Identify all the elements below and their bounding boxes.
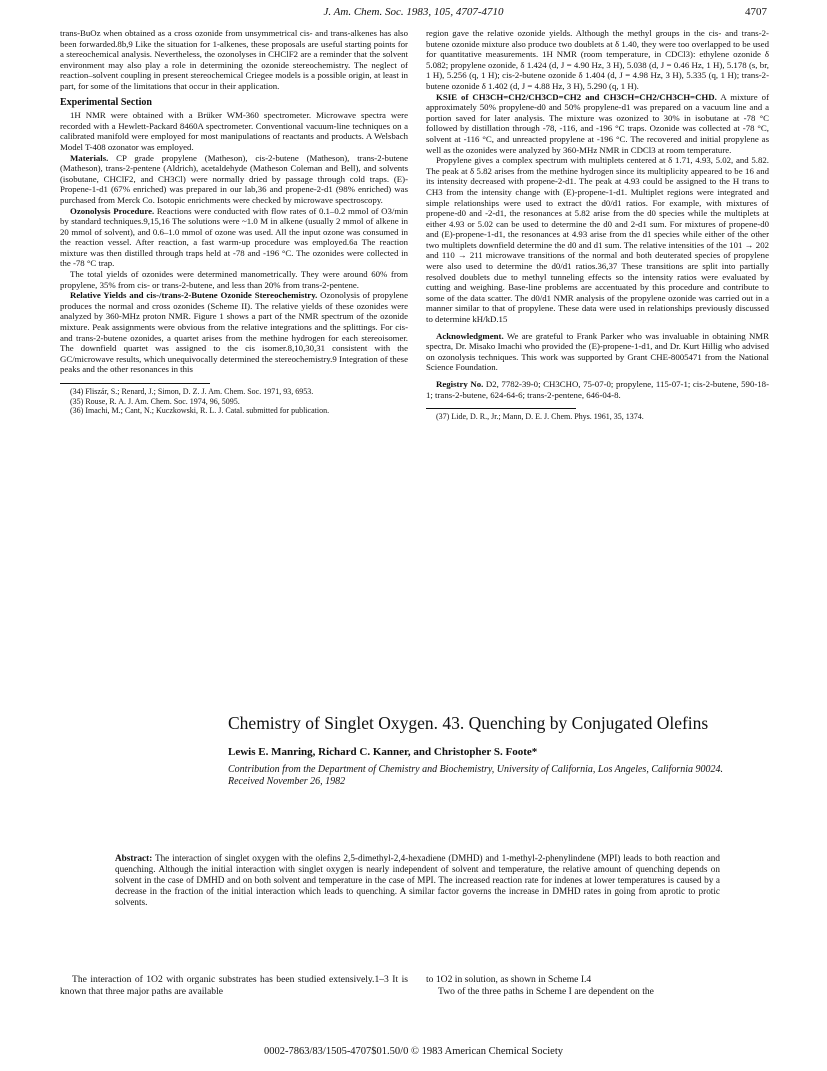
running-head <box>0 6 827 22</box>
paragraph: trans-BuOz when obtained as a cross ozonide from unsymmetrical cis- and trans-alkenes has also been forwarded.8b,9 Like the situation for 1-alkenes, these proposals are useful starting points for a stereochemical analysis. Nevertheless, the ozonolyses in CHClF2 are a reminder that the solvent environment may also play a role in determining the ozonide stereochemistry. The neglect of reaction–solvent coupling in present stereochemical Criegee models is a possible origin, at least in part, for some of the limitations that occur in their application. <box>60 28 408 91</box>
footnote: (37) Lide, D. R., Jr.; Mann, D. E. J. Chem. Phys. 1961, 35, 1374. <box>436 412 644 422</box>
run-in-heading: Registry No. <box>436 379 484 389</box>
page-number: 4707 <box>745 6 767 18</box>
paragraph-text: CP grade propylene (Matheson), cis-2-butene (Matheson), trans-2-butene (Matheson), trans-2-pentene (Aldrich), acetaldehyde (Matheson Coleman and Bell), and solvents (isobutane, CHClF2, and CH3Cl) were normally dried by passage through cold traps. (E)-Propene-1-d1 (67% enriched) was prepared in our lab,36 and propene-2-d1 (98% enriched) was purchased from Merck Co. Isotopic enrichments were checked by microwave spectroscopy. <box>60 152 408 205</box>
run-in-heading: Relative Yields and cis-/trans-2-Butene Ozonide Stereochemistry. <box>70 290 318 301</box>
run-in-heading: Ozonolysis Procedure. <box>70 205 155 216</box>
footnote-rule <box>426 408 576 409</box>
article-header <box>228 713 748 788</box>
copyright-footer: 0002-7863/83/1505-4707$01.50/0 © 1983 American Chemical Society <box>263 1046 564 1057</box>
paragraph: to 1O2 in solution, as shown in Scheme I.4 <box>426 974 592 985</box>
kslie-paragraph <box>426 92 769 156</box>
ozonolysis-paragraph <box>60 206 408 270</box>
introduction-left: The interaction of 1O2 with organic substrates has been studied extensively.1–3 It is known that three major paths are available <box>60 974 408 997</box>
article-title: Chemistry of Singlet Oxygen. 43. Quenching by Conjugated Olefins <box>228 713 709 733</box>
paragraph: Propylene gives a complex spectrum with multiplets centered at δ 1.71, 4.93, 5.02, and 5.82. The peak at δ 5.82 arises from the methine hydrogen since its multiplicity appeared to be 16 and its intensity decreased with propene-2-d1. The peak at 4.93 could be assigned to the H trans to CH3 from the intensity change with (E)-propene-1-d1. Multiplet regions were integrated and simple relationships were used to extract the d0/d1 ratios. For example, with mixtures of propene-d0 and -2-d1, the resonances at 5.82 arise from the d0 species while the multiplets at either 4.93 or 5.02 can be used to determine the d0 and 2-d1 sum. For mixtures of propene-d0 and (E)-propene-1-d1, the resonances at 4.93 arise from the d1 species while either of the other two multiplets downfield determine the d0 and d1 sum. The relative intensities of the 101 → 202 and 110 → 211 microwave transitions of the normal and both deuterated species of propylene were also used to determine the d0/d1 ratios.36,37 These transitions are split into partially resolved doublets due to methyl tunneling effects so the intensity ratios were evaluated by cutting and weighing. Base-line problems are accentuated by this procedure and contribute to some of the data scatter. The d0/d1 NMR analysis of the propylene ozonide was carried out in a manner similar to that of propylene. These data were used in relationships previously discussed to determine kH/kD.15 <box>426 155 769 325</box>
abstract-text: The interaction of singlet oxygen with the olefins 2,5-dimethyl-2,4-hexadiene (DMHD) and 1-methyl-2-phenylindene (MPI) leads to both reaction and quenching. Although the initial interaction with singlet oxygen is nearly independent of solvent and temperature, the relative amount of quenching depends on solvent in the case of DMHD and on both solvent and temperature in the case of MPI. The increased reaction rate for indenes at lower temperatures is caused by a decrease in the fraction of the initial interaction which leads to quenching. A similar factor governs the increase in DMHD rates in going from aprotic to protic solvents. <box>115 853 720 907</box>
paragraph-text: Reactions were conducted with flow rates of 0.1–0.2 mmol of O3/min by standard techniques.9,15,16 The solutions were ~1.0 M in alkene (usually 2 mmol of alkene in 20 mmol of solvent), and 0.6–1.0 mmol of ozone was used. All the input ozone was consumed in the reaction vessel. After reaction, a fast warm-up procedure was employed.6a The reaction mixture was then distilled through traps held at -78 and -196 °C. The ozonides were collected in the -78 °C trap. <box>60 205 409 269</box>
materials-paragraph <box>60 153 408 206</box>
paragraph-text: We are grateful to Frank Parker who was invaluable in obtaining NMR spectra, Dr. Misako Imachi who provided the (E)-propene-1-d1, and Dr. Kurt Hillig who advised on ozonolysis techniques. This work was supported by Grant CHE-8005471 from the National Science Foundation. <box>426 330 769 373</box>
footnote-rule <box>60 383 210 384</box>
journal-citation: J. Am. Chem. Soc. 1983, 105, 4707-4710 <box>323 6 504 18</box>
acknowledgment <box>426 331 769 373</box>
footnote: (35) Rouse, R. A. J. Am. Chem. Soc. 1974, 96, 5095. <box>70 396 240 406</box>
paragraph: region gave the relative ozonide yields. Although the methyl groups in the cis- and trans-2-butene ozonide mixture also produce two doublets at δ 1.40, they were too overlapped to be used for quantitative measurements. 1H NMR (room temperature, in CDCl3): ethylene ozonide δ 5.082; propylene ozonide, δ 1.424 (d, J = 4.90 Hz, 3 H), 5.038 (d, J = 0.46 Hz, 1 H), 5.178 (s, br, 1 H), 5.256 (q, 1 H); cis-2-butene ozonide δ 1.404 (d, J = 4.98 Hz, 3 H), 5.335 (q, 1 H); trans-2-butene ozonide δ 1.402 (d, J = 4.88 Hz, 3 H), 5.290 (q, 1 H). <box>426 28 769 91</box>
abstract-label: Abstract: <box>115 853 153 863</box>
footnote: (34) Fliszár, S.; Renard, J.; Simon, D. Z. J. Am. Chem. Soc. 1971, 93, 6953. <box>70 387 314 396</box>
run-in-heading: Materials. <box>70 152 109 163</box>
paragraph-text: A mixture of approximately 50% propylene-d0 and 50% propylene-d1 was prepared on a vacuum line and a portion saved for later analysis. The mixture was ozonized to 30% in isobutane at -78 °C followed by distillation through -78, -116, and -196 °C traps. Ozonide was collected at -78 °C, solvent at -116 °C, and unreacted propylene at -196 °C. The recovered and initial propylene as well as the ozonides were analyzed by 360-MHz NMR in CDCl3 at room temperature. <box>426 91 770 155</box>
paragraph: The total yields of ozonides were determined manometrically. They were around 60% from propylene, 35% from cis- or trans-2-butene, and less than 20% from trans-2-pentene. <box>60 269 408 290</box>
relative-yields-paragraph <box>60 290 408 375</box>
author-list: Lewis E. Manring, Richard C. Kanner, and Christopher S. Foote* <box>228 746 538 758</box>
right-column <box>426 28 769 422</box>
paragraph: 1H NMR were obtained with a Brüker WM-360 spectrometer. Microwave spectra were recorded with a Hewlett-Packard 8460A spectrometer. Conventional vacuum-line techniques on a calibrated manifold were employed for most manipulations of reactants and products. A Welsbach Model T-408 ozonator was employed. <box>60 110 408 152</box>
paragraph-text: D2, 7782-39-0; CH3CHO, 75-07-0; propylene, 115-07-1; cis-2-butene, 590-18-1; trans-2-butene, 624-64-6; trans-2-pentene, 646-04-8. <box>426 379 769 400</box>
introduction-right <box>426 974 769 997</box>
affiliation: Contribution from the Department of Chemistry and Biochemistry, University of California, Los Angeles, California 90024. Received November 26, 1982 <box>228 764 723 787</box>
run-in-heading: Acknowledgment. <box>436 330 504 341</box>
experimental-heading: Experimental Section <box>60 96 152 108</box>
abstract <box>115 853 720 908</box>
left-column <box>60 28 408 416</box>
paragraph: Two of the three paths in Scheme I are dependent on the <box>438 985 654 997</box>
footnote: (36) Imachi, M.; Cant, N.; Kuczkowski, R. L. J. Catal. submitted for publication. <box>70 406 330 416</box>
run-in-heading: KSIE of CH3CH=CH2/CH3CD=CH2 and CH3CH=CH2/CH3CH=CHD. <box>436 91 717 102</box>
registry-numbers <box>426 379 769 400</box>
paragraph-text: Ozonolysis of propylene produces the normal and cross ozonides (Scheme II). The relative yields of these ozonides were analyzed by 360-MHz proton NMR. Figure 1 shows a part of the NMR spectrum of the ozonide mixture. Peak assignments were obvious from the relative integrations and the splittings. For cis- and trans-2-butene ozonides, a quartet arises from the methine hydrogen for each stereoisomer. The downfield quartet was assigned to the cis isomer.8,10,30,31 consistent with the GC/microwave results, which unequivocally determined the stereochemistry.9 Integration of these peaks and the other resonances in this <box>60 290 408 375</box>
